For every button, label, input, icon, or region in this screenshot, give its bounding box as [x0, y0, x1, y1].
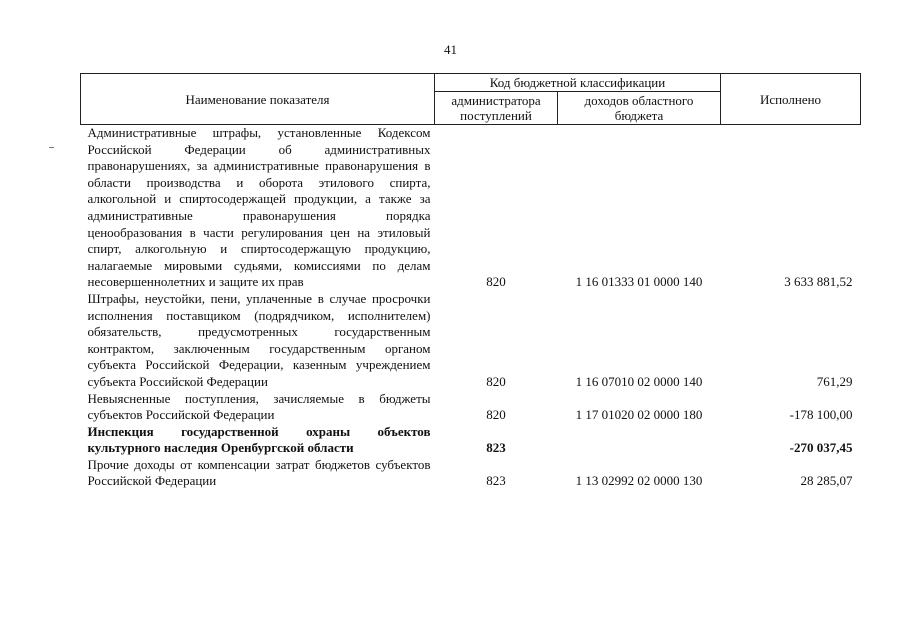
row-admin-code: 823	[486, 440, 506, 456]
table-row	[81, 457, 861, 490]
table-row-section	[81, 424, 861, 457]
header-name-column: Наименование показателя	[81, 74, 435, 125]
row-amount: -178 100,00	[789, 407, 853, 423]
row-amount: -270 037,45	[789, 440, 853, 456]
header-admin-column: администратора поступлений	[435, 92, 558, 125]
row-budget-code: 1 16 01333 01 0000 140	[575, 274, 703, 290]
header-code-group: Код бюджетной классификации	[435, 74, 721, 92]
row-budget-code: 1 13 02992 02 0000 130	[575, 473, 703, 489]
row-admin-code: 820	[486, 274, 506, 290]
table-body	[81, 125, 861, 491]
row-name: Прочие доходы от компенсации затрат бюджетов субъектов Российской Федерации	[87, 456, 431, 489]
row-budget-code	[558, 424, 721, 457]
table-row	[81, 125, 861, 291]
scan-artifact	[49, 147, 54, 148]
budget-table	[80, 73, 861, 490]
row-amount: 3 633 881,52	[784, 274, 853, 290]
row-budget-code: 1 17 01020 02 0000 180	[575, 407, 703, 423]
table-row	[81, 291, 861, 391]
table-header	[81, 74, 861, 125]
table-row	[81, 391, 861, 424]
row-amount: 761,29	[816, 373, 853, 389]
header-income-column: доходов областного бюджета	[558, 92, 721, 125]
row-name: Невыясненные поступления, зачисляемые в бюджеты субъектов Российской Федерации	[87, 390, 431, 423]
page-number: 41	[444, 42, 457, 57]
row-name: Штрафы, неустойки, пени, уплаченные в случае просрочки исполнения поставщиком (подрядчиком, исполнителем) обязательств, предусмотренных государственным контрактом, заключенным государственным органом субъекта Российской Федерации, казенным учреждением субъекта Российской Федерации	[87, 290, 431, 389]
row-amount: 28 285,07	[800, 473, 853, 489]
row-name: Административные штрафы, установленные Кодексом Российской Федерации об административных правонарушениях, за административные правонарушения в области производства и оборота этилового спирта, алкогольной и спиртосодержащей продукции, а также за административные правонарушения порядка ценообразования в части регулирования цен на этиловый спирт, алкогольную и спиртосодержащую продукцию, налагаемые мировыми судьями, комиссиями по делам несовершеннолетних и защите их прав	[87, 125, 431, 290]
row-admin-code: 823	[486, 473, 506, 489]
row-budget-code: 1 16 07010 02 0000 140	[575, 373, 703, 389]
row-admin-code: 820	[486, 373, 506, 389]
row-name: Инспекция государственной охраны объектов культурного наследия Оренбургской области	[87, 423, 431, 456]
header-executed-column: Исполнено	[721, 74, 861, 125]
row-admin-code: 820	[486, 407, 506, 423]
